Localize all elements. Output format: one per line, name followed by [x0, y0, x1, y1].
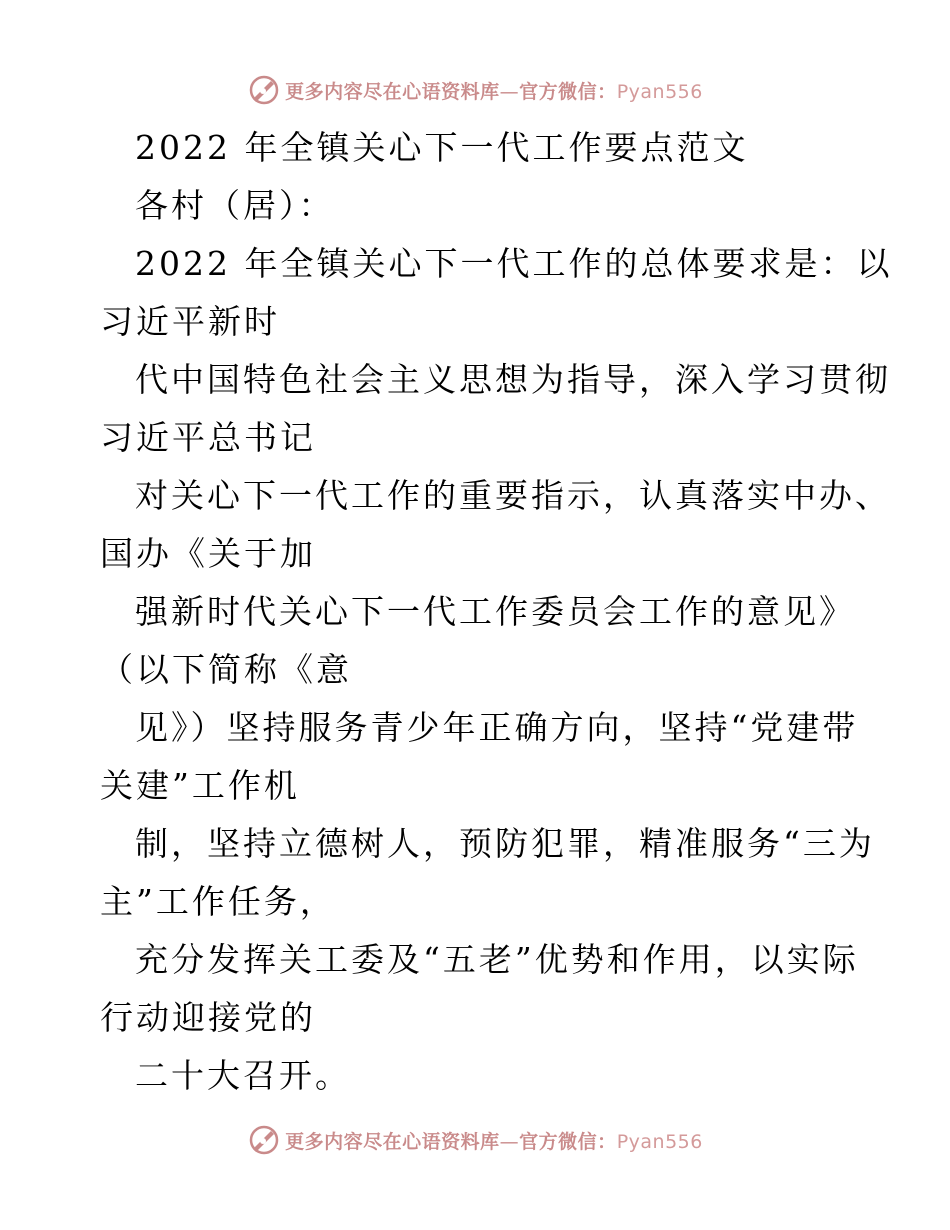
paragraph-line: 充分发挥关工委及“五老”优势和作用，以实际	[135, 940, 859, 979]
paragraph-line: 主”工作任务，	[100, 882, 336, 921]
watermark-banner-top	[0, 70, 950, 110]
paragraph-line: 代中国特色社会主义思想为指导，深入学习贯彻	[135, 360, 891, 399]
paragraph-line: 制，坚持立德树人，预防犯罪，精准服务“三为	[135, 824, 875, 863]
watermark-text: 更多内容尽在心语资料库—官方微信：Pyan556	[285, 80, 703, 103]
paragraph-line: 见》）坚持服务青少年正确方向，坚持“党建带	[135, 708, 859, 747]
paragraph-line: 关建”工作机	[100, 766, 300, 805]
paragraph-line: 习近平总书记	[100, 418, 316, 457]
paragraph-line: 强新时代关心下一代工作委员会工作的意见》	[135, 592, 855, 631]
watermark-text: 更多内容尽在心语资料库—官方微信：Pyan556	[285, 1130, 703, 1153]
paragraph-line: 习近平新时	[100, 302, 280, 341]
paragraph-line: （以下简称《意	[100, 650, 352, 689]
pen-logo-icon	[247, 73, 281, 107]
pen-logo-icon	[247, 1123, 281, 1157]
paragraph-line: 对关心下一代工作的重要指示，认真落实中办、	[135, 476, 891, 515]
salutation: 各村（居）：	[135, 186, 335, 225]
document-title: 2022 年全镇关心下一代工作要点范文	[135, 128, 749, 167]
paragraph-line: 二十大召开。	[135, 1056, 351, 1095]
watermark-banner-bottom	[0, 1120, 950, 1160]
paragraph-line: 行动迎接党的	[100, 998, 316, 1037]
paragraph-line: 国办《关于加	[100, 534, 316, 573]
paragraph-line: 2022 年全镇关心下一代工作的总体要求是：以	[135, 244, 893, 283]
